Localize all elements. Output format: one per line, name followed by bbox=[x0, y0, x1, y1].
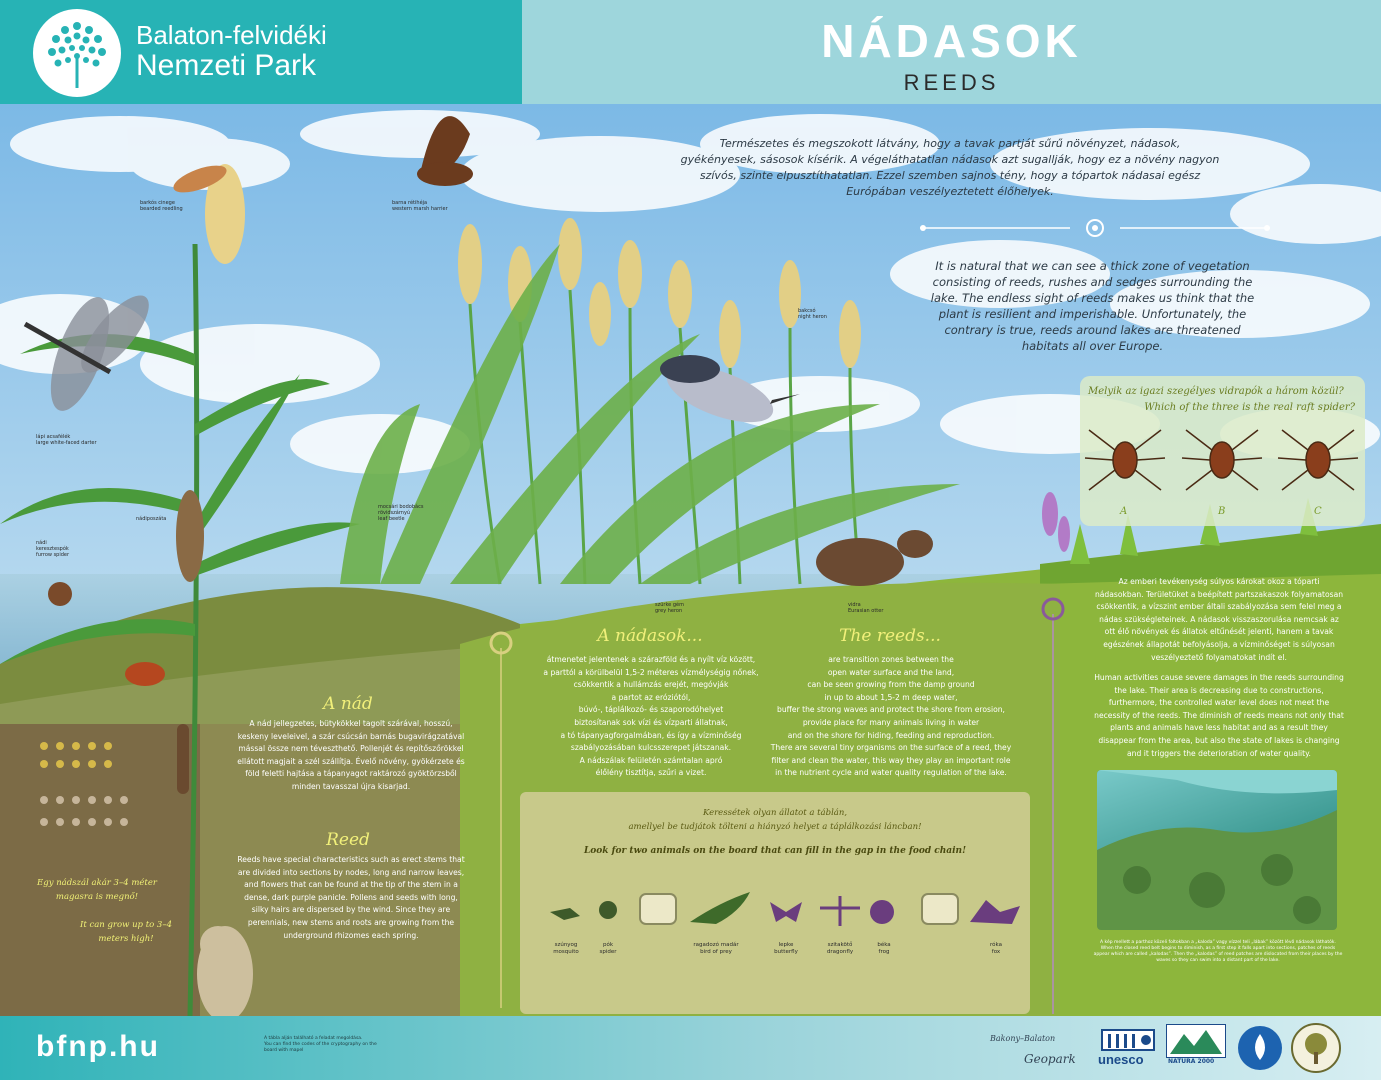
intro-text-hu: Természetes és megszokott látvány, hogy a tavak partját sűrű növényzet, nádasok, gyékényesek, sásosok kísérik. A végeláthatatlan nádasok azt sugallják, hogy ez a növény nagyon szívós, szinte elpusztíthatatlan. Ezzel szemben sajnos tény, hogy a tópartok nádasai egész Európában veszélyeztetett élőhelyek. bbox=[680, 137, 1220, 198]
food-chain-label-mosquito: szúnyog mosquito bbox=[553, 942, 579, 955]
label-otter: vidra Eurasian otter bbox=[848, 602, 884, 614]
label-grey-heron: szürke gém grey heron bbox=[655, 602, 684, 614]
quiz-option-a: A bbox=[1120, 506, 1128, 517]
label-marsh-harrier: barna rétihéja western marsh harrier bbox=[392, 200, 448, 212]
geopark-logo bbox=[990, 1030, 1090, 1076]
footer-note: A tábla alján található a feladat megoldása. You can find the codes of the cryptography on the board with mapel bbox=[264, 1036, 377, 1053]
label-bearded-reedling: barkós cinege bearded reedling bbox=[140, 200, 183, 212]
heading-reeds-en: The reeds... bbox=[839, 626, 941, 646]
food-chain-label-frog: béka frog bbox=[877, 942, 891, 955]
quiz-question-en: Which of the three is the real raft spider? bbox=[1144, 402, 1355, 413]
tree-seal-icon bbox=[1290, 1022, 1342, 1074]
fact-height-hu: Egy nádszál akár 3–4 méter magasra is megnő! bbox=[37, 878, 157, 902]
text-nadasok-hu: átmenetet jelentenek a szárazföld és a nyílt víz között, a parttól a körülbelül 1,5-2 méteres vízmélységig nőnek, csökkentik a hullámzás erejét, megóvják a partot az eróziótól, búvó-, táplálkozó- és szaporodóhelyet biztosítanak sok vízi és vízparti állatnak, a tó tápanyagforgalmában, és így a vízminőség szabályozásában kulcsszerepet játszanak. A nádszálak felületén számtalan apró élőlény tisztítja, szűri a vizet. bbox=[543, 655, 759, 778]
water-drop-badge-icon bbox=[1236, 1024, 1284, 1072]
text-reed-en: Reeds have special characteristics such as erect stems that are divided into sections by nodes, long and narrow leaves, and flowers that can be found at the tip of the stem in a dense, dark purple panicle. Pollens and seeds with long, silky hairs are dispersed by the wind. Since they are perennials, new stems and roots are growing from the underground rhizomes each spring. bbox=[237, 855, 465, 940]
text-nad-hu: A nád jellegzetes, bütykökkel tagolt szárával, hosszú, keskeny leveleivel, a szár csúcsán barnás bugavirágzatával mással össze nem téveszthető. Pollenjét és repítőszőrökkel ellátott magjait a szél szállítja. Évelő növény, gyökérzete és föld feletti hajtása a tápanyagot raktározó gyöktörzsből minden tavasszal újra kisarjad. bbox=[237, 719, 465, 791]
food-chain-title-en: Look for two animals on the board that can fill in the gap in the food chain! bbox=[583, 846, 967, 856]
text-reeds-en: are transition zones between the open water surface and the land, can be seen growing from the damp ground in up to about 1,5-2 m deep water, buffer the strong waves and protect the shore from erosion, provide place for many animals living in water and on the shore for hiding, feeding and reproduction. There are several tiny organisms on the surface of a reed, they filter and clean the water, this way they play an important role in the nutrient cycle and water quality regulation of the lake. bbox=[770, 655, 1012, 778]
label-warbler: nádiposzáta bbox=[136, 516, 167, 522]
park-name bbox=[136, 20, 327, 82]
page-subtitle: REEDS bbox=[903, 70, 1000, 95]
quiz-question-hu: Melyik az igazi szegélyes vidrapók a három közül? bbox=[1088, 386, 1344, 397]
flower-stem-right-icon bbox=[1038, 594, 1068, 1014]
geopark-line1: Bakony–Balaton bbox=[990, 1034, 1056, 1043]
food-chain-label-spider: pók spider bbox=[599, 942, 617, 955]
natura-2000-logo bbox=[1166, 1024, 1228, 1072]
natura-text: NATURA 2000 bbox=[1168, 1058, 1215, 1065]
food-chain-label-dragonfly: szitakötő dragonfly bbox=[826, 942, 854, 955]
quiz-option-c: C bbox=[1314, 506, 1322, 517]
flower-stem-left-icon bbox=[486, 628, 516, 1008]
heading-nad-hu: A nád bbox=[323, 694, 373, 714]
text-human-impact-en: Human activities cause severe damages in the reeds surrounding the lake. Their area is decreasing due to constructions, furthermore, the controlled water level does not meet the necessity of the reeds. The diminish of reeds means not only that plants and animals have less habitat and as a result they disappear from the area, but also the state of lakes is changing and it triggers the deterioration of water quality. bbox=[1094, 673, 1344, 758]
label-spider: nádi keresztespók furrow spider bbox=[36, 540, 70, 558]
flower-divider-icon bbox=[920, 218, 1270, 238]
quiz-option-b: B bbox=[1218, 506, 1226, 517]
label-beetle: mocsári bodobács rövidszárnyú leaf beetle bbox=[378, 504, 424, 522]
food-chain-silhouettes-icon bbox=[520, 882, 1030, 942]
page-title: NÁDASOK bbox=[821, 15, 1082, 67]
label-dragonfly: lápi acsafélék large white-faced darter bbox=[36, 434, 97, 446]
food-chain-label-bird-of-prey: ragadozó madár bird of prey bbox=[693, 942, 739, 955]
park-logo-icon bbox=[32, 8, 122, 98]
spider-quiz-panel bbox=[1080, 376, 1365, 526]
food-chain-title-hu: Keressétek olyan állatot a táblán, amellyel be tudjátok tölteni a hiányzó helyet a táplálkozási láncban! bbox=[628, 808, 922, 832]
natura-mountain-icon bbox=[1166, 1024, 1226, 1058]
food-chain-panel bbox=[520, 792, 1030, 1014]
unesco-text: unesco bbox=[1098, 1052, 1144, 1067]
heading-nadasok-hu: A nádasok... bbox=[597, 626, 703, 646]
spider-options-icon bbox=[1080, 420, 1365, 500]
label-night-heron: bakcsó night heron bbox=[798, 308, 827, 320]
unesco-temple-icon bbox=[1098, 1026, 1158, 1052]
heading-reed-en: Reed bbox=[326, 830, 370, 850]
intro-text-en: It is natural that we can see a thick zone of vegetation consisting of reeds, rushes and sedges surrounding the lake. The endless sight of reeds makes us think that the plant is resilient and imperishable. Unfortunately, the contrary is true, reeds around lakes are threatened habitats all over Europe. bbox=[930, 259, 1255, 353]
park-name-line2: Nemzeti Park bbox=[136, 49, 317, 82]
fact-height-en: It can grow up to 3–4 meters high! bbox=[80, 920, 172, 944]
park-name-line1: Balaton-felvidéki bbox=[136, 20, 327, 50]
food-chain-label-butterfly: lepke butterfly bbox=[774, 942, 798, 955]
photo-caption: A kép mellett a parthoz közeli foltokban a „kaloda” vagy vízzel teli „lábak” között lévő nádasok láthatók. When the closed reed belt begins to diminish, as a first step it falls apart into sections, patches of reeds appear which are called „kalodas”. Then the „kalodas” of reed patches are dislocated from their places by the waves so they can swim into a distant part of the lake. bbox=[1093, 940, 1343, 963]
leaf-symbols-icon bbox=[30, 738, 170, 848]
geopark-line2: Geopark bbox=[1024, 1052, 1076, 1066]
lake-aerial-photo bbox=[1097, 770, 1337, 930]
unesco-logo bbox=[1098, 1026, 1160, 1074]
food-chain-label-fox: róka fox bbox=[990, 942, 1002, 955]
website-link[interactable]: bfnp.hu bbox=[36, 1030, 160, 1063]
text-human-impact-hu: Az emberi tevékenység súlyos károkat okoz a tóparti nádasokban. Területüket a beépített partszakaszok folyamatosan csökkentik, a vízszint ember általi szabályozása sem felel meg a nádas szükségleteinek. A nádasok visszaszorulása nemcsak az ott élő növények és állatok eltűnését jelenti, hanem a tavak egészének állapotát befolyásolja, a vízminőséget is súlyosan veszélyeztető folyamatokat indít el. bbox=[1094, 577, 1344, 662]
